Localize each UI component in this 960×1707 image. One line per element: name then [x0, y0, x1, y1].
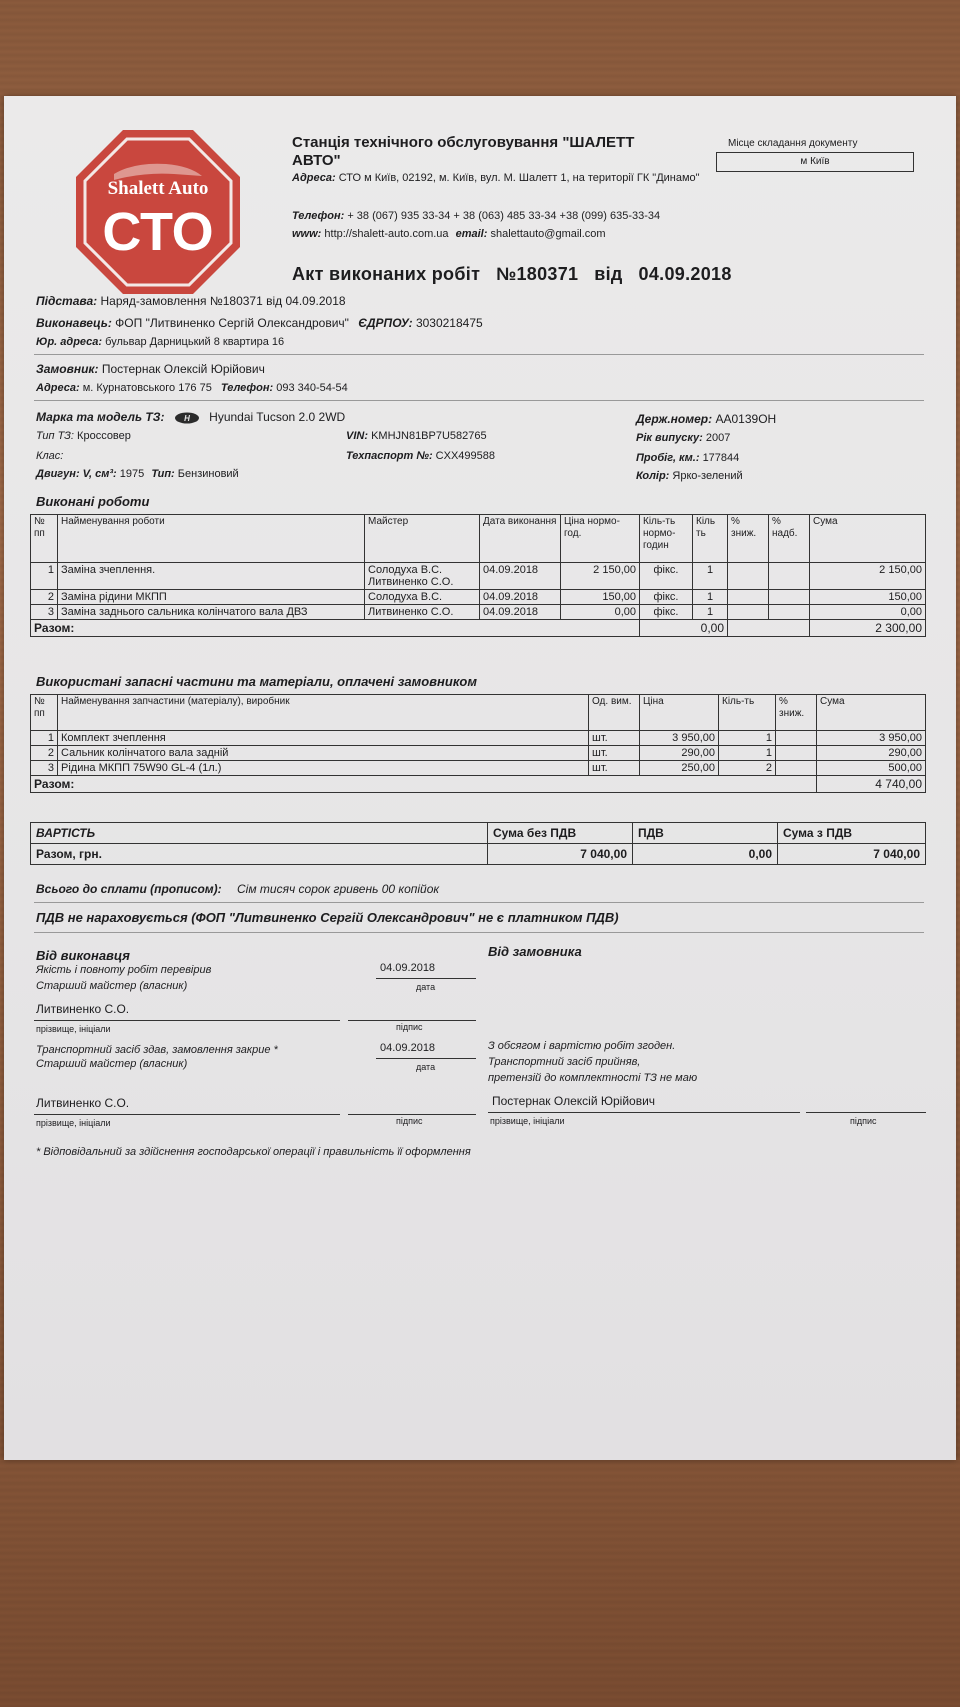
parts-col-sum: Сума	[817, 695, 926, 731]
parts-col-qty: Кіль-ть	[719, 695, 776, 731]
senior-master-label-2: Старший майстер (власник)	[36, 1058, 188, 1070]
parts-col-price: Ціна	[640, 695, 719, 731]
amount-in-words: Всього до сплати (прописом): Сім тисяч сорок гривень 00 копійок	[36, 882, 440, 896]
vehicle-model-line: Марка та модель ТЗ: H Hyundai Tucson 2.0 2WD	[36, 410, 346, 424]
executor-sign-title: Від виконавця	[36, 948, 130, 963]
cost-header-row: ВАРТІСТЬ Сума без ПДВ ПДВ Сума з ПДВ	[31, 823, 926, 844]
works-title: Виконані роботи	[36, 494, 150, 509]
check-date: 04.09.2018	[380, 962, 436, 974]
name-caption-1: прізвище, ініціали	[36, 1024, 111, 1034]
vehicle-year-line: Рік випуску: 2007	[636, 432, 731, 444]
name-caption-2: прізвище, ініціали	[36, 1118, 111, 1128]
vehicle-vin-line: VIN: KMHJN81BP7U582765	[346, 430, 487, 442]
company-address: Адреса: СТО м Київ, 02192, м. Київ, вул. М. Шалетт 1, на території ГК "Динамо"	[292, 172, 700, 184]
document-sheet	[4, 96, 956, 1460]
company-name: Станція технічного обслуговування "ШАЛЕТТ АВТО"	[292, 134, 635, 169]
parts-col-n: № пп	[31, 695, 58, 731]
customer-line: Замовник: Постернак Олексій Юрійович	[36, 362, 265, 376]
customer-address-line: Адреса: м. Курнатовського 176 75 Телефон: 093 340-54-54	[36, 382, 348, 394]
works-col-markup: % надб.	[769, 515, 810, 563]
hyundai-logo-icon	[174, 412, 200, 424]
customer-name: Постернак Олексій Юрійович	[492, 1094, 656, 1108]
works-col-master: Майстер	[365, 515, 480, 563]
cost-total-row: Разом, грн. 7 040,00 0,00 7 040,00	[31, 844, 926, 865]
basis-line: Підстава: Наряд-замовлення №180371 від 04.09.2018	[36, 294, 346, 308]
footnote: * Відповідальний за здійснення господарської операції і правильність її оформлення	[36, 1146, 471, 1158]
vehicle-passport-line: Техпаспорт №: CXX499588	[346, 450, 495, 462]
parts-table	[30, 694, 926, 793]
place-value: м Київ	[716, 152, 914, 172]
works-col-sum: Сума	[810, 515, 926, 563]
table-row: 3 Рідина МКПП 75W90 GL-4 (1л.) шт. 250,00 2 500,00	[31, 761, 926, 776]
senior-master-label-1: Старший майстер (власник)	[36, 980, 188, 992]
executor-line: Виконавець: ФОП "Литвиненко Сергій Олександрович" ЄДРПОУ: 3030218475	[36, 316, 483, 330]
parts-col-unit: Од. вим.	[589, 695, 640, 731]
vehicle-plate-line: Держ.номер: AA0139OH	[636, 412, 777, 426]
date-caption-1: дата	[416, 982, 436, 992]
sto-logo	[74, 128, 242, 296]
customer-agree-3: претензій до комплектності ТЗ не маю	[488, 1072, 698, 1084]
vehicle-type-line: Тип ТЗ: Кроссовер	[36, 430, 131, 442]
works-total-row: Разом: 0,00 2 300,00	[31, 620, 926, 637]
parts-col-name: Найменування запчастини (матеріалу), виробник	[58, 695, 589, 731]
cost-table	[30, 822, 926, 865]
svg-text:H: H	[183, 413, 190, 423]
parts-title: Використані запасні частини та матеріали, оплачені замовником	[36, 674, 477, 689]
company-web: www: http://shalett-auto.com.ua email: shalettauto@gmail.com	[292, 228, 606, 240]
works-col-date: Дата виконання	[480, 515, 561, 563]
vat-note: ПДВ не нараховується (ФОП "Литвиненко Сергій Олександрович" не є платником ПДВ)	[36, 910, 619, 925]
customer-sign-title: Від замовника	[488, 944, 582, 959]
act-title: Акт виконаних робіт №180371 від 04.09.2018	[292, 264, 732, 284]
parts-total-row: Разом: 4 740,00	[31, 776, 926, 793]
logo-brand-text: Shalett Auto	[107, 178, 209, 199]
executor-name-1: Литвиненко С.О.	[36, 1002, 130, 1016]
sign-caption-2: підпис	[396, 1116, 423, 1126]
executor-name-2: Литвиненко С.О.	[36, 1096, 130, 1110]
name-caption-3: прізвище, ініціали	[490, 1116, 565, 1126]
handover-date: 04.09.2018	[380, 1042, 436, 1054]
place-label: Місце складання документу	[728, 138, 858, 149]
works-col-discount: % зниж.	[728, 515, 769, 563]
sign-caption-3: підпис	[850, 1116, 877, 1126]
works-col-qty: Кіль ть	[693, 515, 728, 563]
works-col-name: Найменування роботи	[58, 515, 365, 563]
parts-col-discount: % зниж.	[776, 695, 817, 731]
sign-caption-1: підпис	[396, 1022, 423, 1032]
customer-agree-1: З обсягом і вартістю робіт згоден.	[488, 1040, 676, 1052]
legal-address-line: Юр. адреса: бульвар Дарницький 8 квартира 16	[36, 336, 285, 348]
vehicle-engine-line: Двигун: V, см³: 1975 Тип: Бензиновий	[36, 468, 239, 480]
table-row: 1 Заміна зчеплення. Солодуха В.С. Литвиненко С.О. 04.09.2018 2 150,00 фікс. 1 2 150,00	[31, 563, 926, 590]
handover-line: Транспортний засіб здав, замовлення закрие *	[36, 1044, 278, 1056]
table-row: 1 Комплект зчеплення шт. 3 950,00 1 3 950,00	[31, 731, 926, 746]
company-phones: Телефон: + 38 (067) 935 33-34 + 38 (063) 485 33-34 +38 (099) 635-33-34	[292, 210, 661, 222]
date-caption-2: дата	[416, 1062, 436, 1072]
works-col-n: № пп	[31, 515, 58, 563]
vehicle-class-line: Клас:	[36, 450, 64, 462]
vehicle-color-line: Колір: Яркo-зелений	[636, 470, 743, 482]
table-row: 2 Заміна рідини МКПП Солодуха В.С. 04.09.2018 150,00 фікс. 1 150,00	[31, 590, 926, 605]
customer-agree-2: Транспортний засіб прийняв,	[488, 1056, 641, 1068]
logo-sto-text: СТО	[102, 202, 214, 262]
works-col-hours: Кіль-ть нормо-годин	[640, 515, 693, 563]
works-col-price: Ціна нормо-год.	[561, 515, 640, 563]
table-row: 3 Заміна заднього сальника колінчатого вала ДВЗ Литвиненко С.О. 04.09.2018 0,00 фікс. 1 0,00	[31, 605, 926, 620]
vehicle-mileage-line: Пробіг, км.: 177844	[636, 452, 740, 464]
parts-header-row	[31, 695, 926, 731]
quality-check-line: Якість і повноту робіт перевірив	[36, 964, 212, 976]
works-header-row	[31, 515, 926, 563]
works-table	[30, 514, 926, 637]
table-row: 2 Сальник колінчатого вала задній шт. 290,00 1 290,00	[31, 746, 926, 761]
